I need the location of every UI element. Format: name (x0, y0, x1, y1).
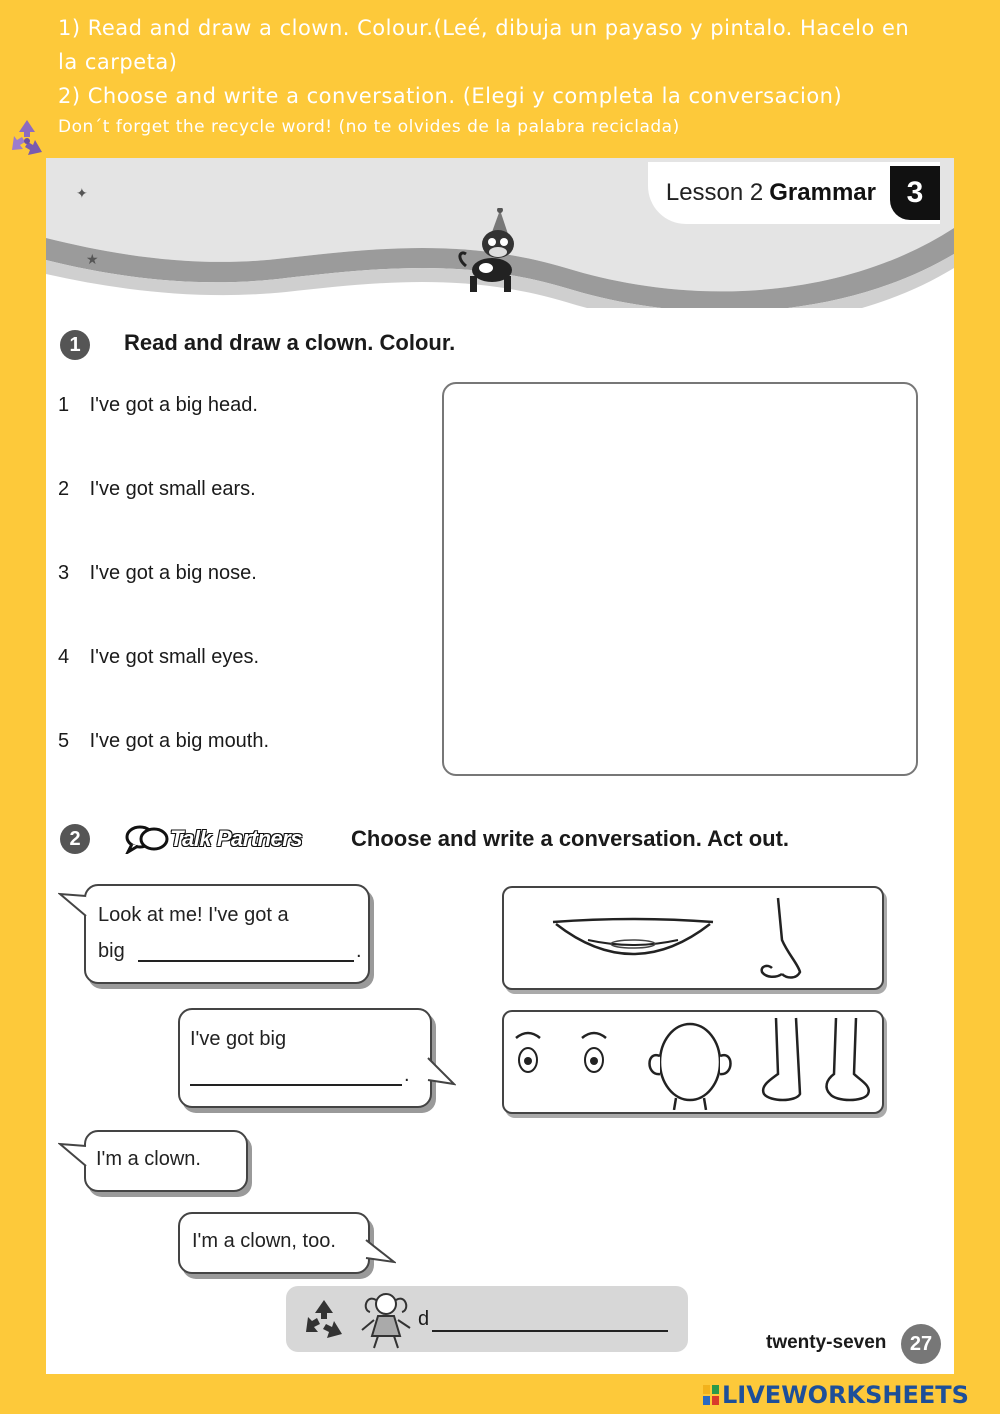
picture-panel-mouth-nose (502, 886, 884, 990)
bubble-1-tail (58, 892, 88, 920)
speech-bubble-4 (178, 1212, 370, 1274)
eyes-icon (512, 1028, 622, 1098)
bubble-2-tail (426, 1054, 456, 1090)
bubble-1-answer-blank[interactable] (138, 960, 354, 962)
sentence-item (58, 394, 258, 417)
bubble-3-text: I'm a clown. (96, 1148, 201, 1170)
sentence-text: I've got small eyes. (89, 646, 260, 668)
liveworksheets-logo (702, 1381, 969, 1409)
section-1-title: Read and draw a clown. Colour. (124, 330, 456, 355)
sentence-number: 2 (58, 478, 70, 500)
bubble-4-tail (364, 1236, 396, 1268)
talk-partners-badge (124, 822, 340, 856)
speech-bubble-1 (84, 884, 370, 984)
grammar-label: Grammar (769, 179, 876, 206)
picture-panel-eyes-ears-feet (502, 1010, 884, 1114)
recycle-icon (6, 117, 48, 159)
svg-text:★: ★ (86, 252, 99, 268)
speech-bubble-2 (178, 1008, 432, 1108)
worksheet-page (46, 158, 954, 1374)
section-2-title: Choose and write a conversation. Act out. (351, 826, 790, 851)
sentence-text: I've got a big mouth. (89, 730, 270, 752)
recycle-word-blank[interactable] (432, 1330, 668, 1332)
bubble-2-answer-blank[interactable] (190, 1084, 402, 1086)
sentence-text: I've got small ears. (89, 478, 256, 500)
sentence-number: 5 (58, 730, 70, 752)
recycle-icon (302, 1298, 346, 1340)
bubble-1-period: . (356, 940, 362, 962)
sentence-text: I've got a big nose. (89, 562, 257, 584)
bubble-2-line-1: I've got big (190, 1028, 287, 1050)
drawing-area[interactable] (442, 382, 918, 776)
cow-mascot-icon (456, 208, 536, 298)
unit-number-badge: 3 (890, 166, 940, 220)
instruction-line-1: 1) Read and draw a clown. Colour.(Leé, dibuja un payaso y pintalo. Hacelo en (58, 16, 910, 40)
feet-icon (756, 1014, 876, 1110)
mouth-icon (548, 904, 718, 974)
sentence-item (58, 478, 256, 501)
page-number-badge: 27 (901, 1324, 941, 1364)
instruction-line-2: la carpeta) (58, 50, 178, 74)
sentence-text: I've got a big head. (89, 394, 258, 416)
sentence-number: 3 (58, 562, 70, 584)
talk-partners-label: Talk Partners (170, 826, 303, 851)
liveworksheets-wordmark: LIVEWORKSHEETS (722, 1381, 969, 1409)
svg-text:✦: ✦ (76, 186, 88, 202)
instruction-line-3: 2) Choose and write a conversation. (Elegi y completa la conversacion) (58, 84, 843, 108)
page-number-word: twenty-seven (766, 1332, 887, 1353)
sentence-number: 4 (58, 646, 70, 668)
bubble-4-text: I'm a clown, too. (192, 1230, 336, 1252)
recycle-word-letter: d (418, 1308, 430, 1330)
sentence-number: 1 (58, 394, 70, 416)
head-ears-icon (640, 1014, 740, 1110)
speech-bubble-3 (84, 1130, 248, 1192)
bubble-2-period: . (404, 1064, 410, 1086)
sentence-item (58, 646, 259, 669)
liveworksheets-logo-icon (702, 1384, 720, 1406)
lesson-header (648, 162, 940, 224)
sentence-item (58, 562, 257, 585)
instruction-line-4: Don´t forget the recycle word! (no te olvides de la palabra reciclada) (58, 117, 680, 137)
section-1-number: 1 (60, 330, 90, 360)
section-2-number: 2 (60, 824, 90, 854)
bubble-1-line-1: Look at me! I've got a (98, 904, 289, 926)
sentence-item (58, 730, 269, 753)
bubble-1-line-2: big (98, 940, 125, 962)
lesson-label: Lesson 2 (665, 179, 764, 206)
speech-bubbles-icon (124, 824, 170, 854)
recycle-word-bar (286, 1286, 688, 1352)
bubble-3-tail (58, 1142, 88, 1170)
doll-icon (356, 1290, 416, 1350)
nose-icon (748, 894, 818, 984)
